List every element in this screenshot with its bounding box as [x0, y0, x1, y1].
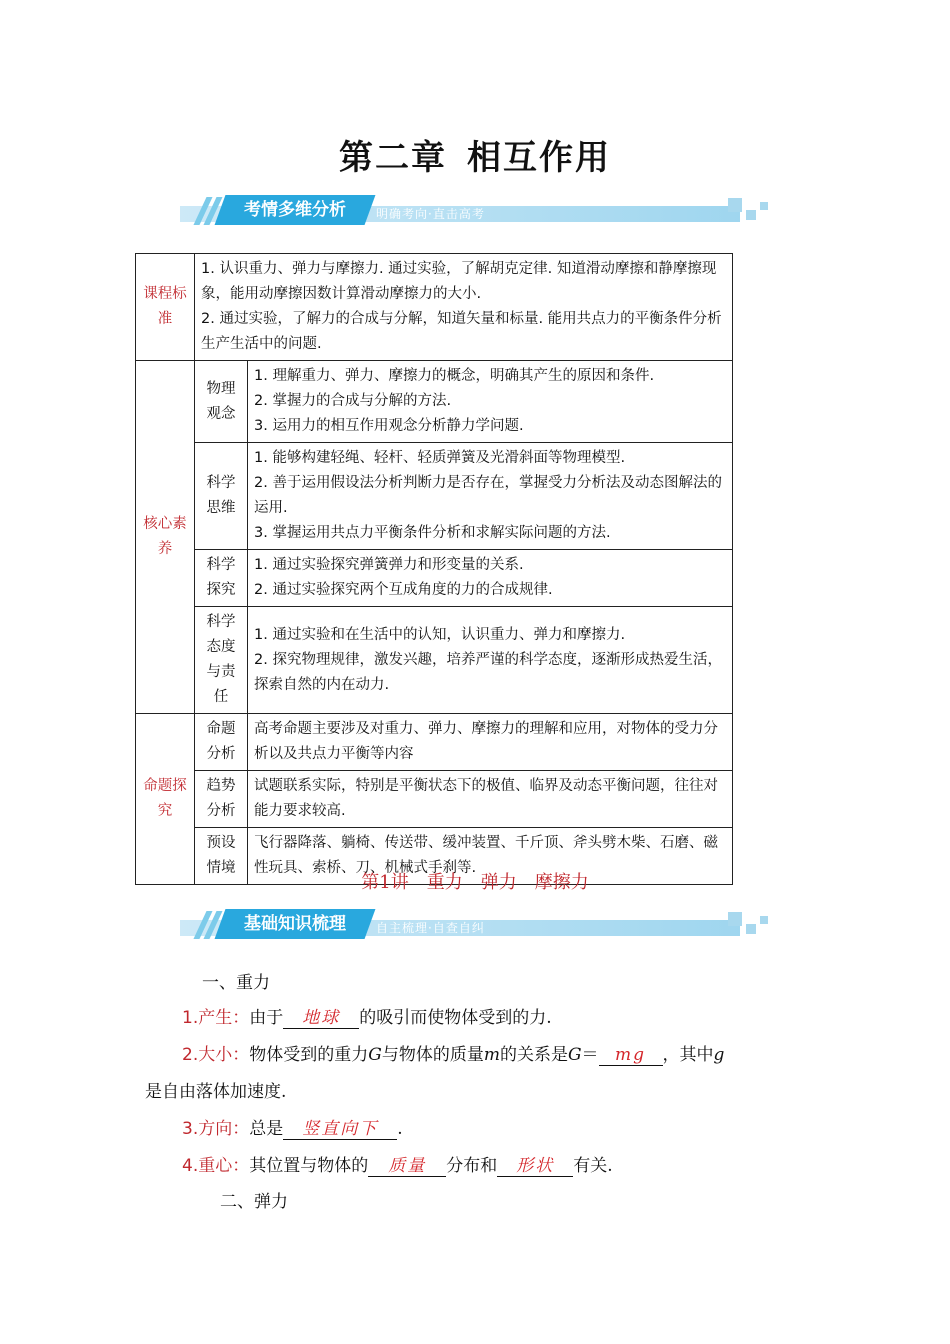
answer-blank: 质量	[368, 1151, 446, 1177]
sub-category-cell: 科学态度与责任	[195, 607, 248, 714]
sub-category-cell: 科学探究	[195, 550, 248, 607]
table-row: 命题探究 命题分析 高考命题主要涉及对重力、弹力、摩擦力的理解和应用，对物体的受力分析以及共点力平衡等内容	[136, 714, 733, 771]
table-row: 科学思维 1. 能够构建轻绳、轻杆、轻质弹簧及光滑斜面等物理模型. 2. 善于运用假设法分析判断力是否存在，掌握受力分析法及动态图解法的运用. 3. 掌握运用共点力平衡条件分析和求解实际问题的方法.	[136, 443, 733, 550]
course-standard-cell: 1. 认识重力、弹力与摩擦力. 通过实验，了解胡克定律. 知道滑动摩擦和静摩擦现象，能用动摩擦因数计算滑动摩擦力的大小. 2. 通过实验，了解力的合成与分解，知道矢量和标量. 能用共点力的平衡条件分析生产生活中的问题.	[195, 254, 733, 361]
banner-subtitle: 自主梳理·自查自纠	[376, 921, 485, 935]
answer-blank: mg	[599, 1045, 663, 1066]
gravity-direction: 3.方向：总是 竖直向下 .	[182, 1114, 403, 1140]
sub-category-cell: 趋势分析	[195, 771, 248, 828]
banner-basic-knowledge	[180, 908, 775, 944]
answer-blank: 地球	[283, 1003, 359, 1029]
chapter-name: 相互作用	[467, 138, 611, 178]
gravity-center: 4.重心：其位置与物体的 质量 分布和 形状 有关.	[182, 1151, 613, 1177]
section-heading-gravity: 一、重力	[202, 973, 270, 993]
gravity-magnitude: 2.大小：物体受到的重力G与物体的质量m的关系是G＝ mg ，其中g	[182, 1045, 725, 1065]
table-row: 预设情境 飞行器降落、躺椅、传送带、缓冲装置、千斤顶、斧头劈木柴、石磨、磁性玩具、索桥、刀、机械式手刹等.	[136, 828, 733, 885]
table-row: 科学态度与责任 1. 通过实验和在生活中的认知，认识重力、弹力和摩擦力. 2. 探究物理规律，激发兴趣，培养严谨的科学态度，逐渐形成热爱生活，探索自然的内在动力.	[136, 607, 733, 714]
section-heading-elastic: 二、弹力	[220, 1192, 288, 1212]
sub-category-cell: 物理观念	[195, 361, 248, 443]
lesson-title: 第1讲 重力 弹力 摩擦力	[361, 872, 589, 893]
banner-subtitle: 明确考向·直击高考	[376, 207, 485, 221]
sub-category-cell: 命题分析	[195, 714, 248, 771]
table-row	[136, 254, 733, 361]
gravity-origin: 1.产生：由于 地球 的吸引而使物体受到的力.	[182, 1003, 552, 1029]
banner-tag: 考情多维分析	[244, 200, 346, 220]
exam-analysis-table	[135, 253, 733, 885]
answer-blank: 形状	[497, 1151, 573, 1177]
gravity-magnitude-cont: 是自由落体加速度.	[145, 1082, 287, 1102]
table-row: 核心素养 物理观念 1. 理解重力、弹力、摩擦力的概念，明确其产生的原因和条件. 2. 掌握力的合成与分解的方法. 3. 运用力的相互作用观念分析静力学问题.	[136, 361, 733, 443]
category-cell: 命题探究	[136, 714, 195, 885]
table-row: 趋势分析 试题联系实际，特别是平衡状态下的极值、临界及动态平衡问题，往往对能力要求较高.	[136, 771, 733, 828]
chapter-title	[0, 130, 950, 179]
chapter-number: 第二章	[339, 138, 447, 178]
sub-category-cell: 科学思维	[195, 443, 248, 550]
banner-tag: 基础知识梳理	[244, 914, 346, 934]
answer-blank: 竖直向下	[283, 1114, 397, 1140]
table-row: 科学探究 1. 通过实验探究弹簧弹力和形变量的关系. 2. 通过实验探究两个互成角度的力的合成规律.	[136, 550, 733, 607]
sub-category-cell: 预设情境	[195, 828, 248, 885]
category-cell: 课程标准	[136, 254, 195, 361]
category-cell: 核心素养	[136, 361, 195, 714]
banner-exam-analysis	[180, 194, 775, 230]
